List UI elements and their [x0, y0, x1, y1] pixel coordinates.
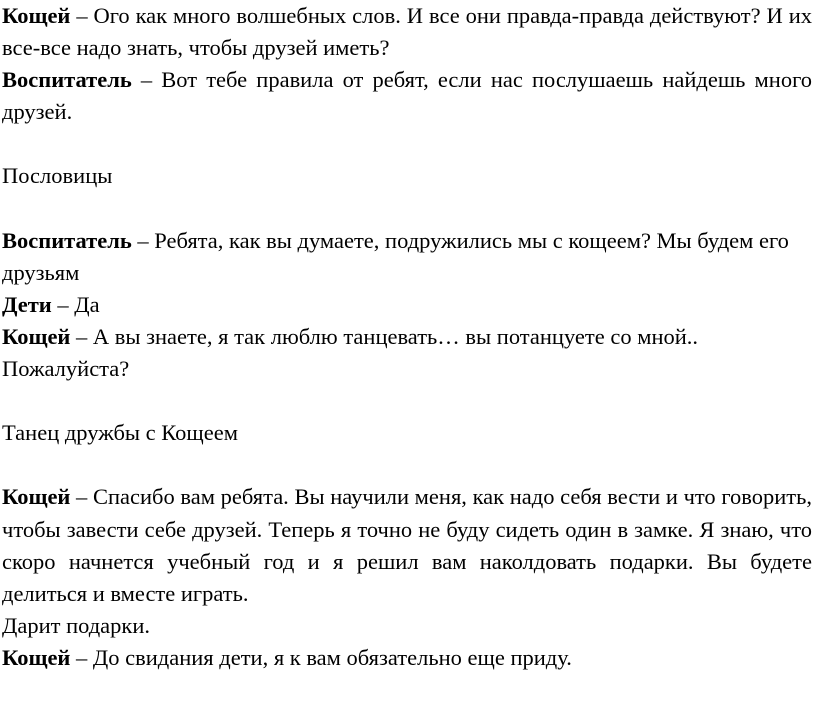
dialogue-line-koschey-4: [2, 642, 812, 674]
speaker-name: Кощей: [2, 3, 71, 28]
dialogue-line-koschey-1: [2, 0, 812, 64]
blank-line: [2, 385, 812, 417]
dialogue-line-children: [2, 289, 812, 321]
line-text: – Спасибо вам ребята. Вы научили меня, как надо себя вести и что говорить, чтобы завести себе друзей. Теперь я точно не буду сидеть один в замке. Я знаю, что скоро начнется учебный год и я решил вам наколдовать подарки. Вы будете делиться и вместе играть.: [2, 484, 812, 606]
speaker-name: Кощей: [2, 644, 71, 670]
dialogue-line-teacher-2: [2, 225, 812, 289]
line-text: – До свидания дети, я к вам обязательно еще приду.: [70, 644, 572, 670]
dialogue-line-koschey-2: [2, 321, 812, 385]
speaker-name: Дети: [2, 291, 52, 317]
dialogue-line-koschey-3: [2, 481, 812, 609]
speaker-name: Кощей: [2, 323, 71, 349]
line-text: – А вы знаете, я так люблю танцевать… вы потанцуете со мной.. Пожалуйста?: [2, 323, 699, 382]
line-text: – Вот тебе правила от ребят, если нас послушаешь найдешь много друзей.: [2, 67, 812, 125]
section-heading-dance: Танец дружбы с Кощеем: [2, 420, 238, 446]
line-text: – Ребята, как вы думаете, подружились мы с кощеем? Мы будем его друзьям: [2, 227, 789, 285]
section-heading-proverbs: Пословицы: [2, 163, 113, 189]
line-text: – Ого как много волшебных слов. И все они правда-правда действуют? И их все-все надо знать, чтобы друзей иметь?: [2, 3, 812, 61]
dialogue-line-teacher-1: [2, 64, 812, 128]
speaker-name: Кощей: [2, 484, 71, 510]
blank-line: [2, 128, 812, 160]
line-text: – Да: [51, 291, 100, 317]
blank-line: [2, 193, 812, 225]
speaker-name: Воспитатель: [2, 67, 132, 93]
stage-direction: Дарит подарки.: [2, 612, 151, 638]
blank-line: [2, 449, 812, 481]
speaker-name: Воспитатель: [2, 227, 132, 253]
document-page: [2, 0, 812, 674]
